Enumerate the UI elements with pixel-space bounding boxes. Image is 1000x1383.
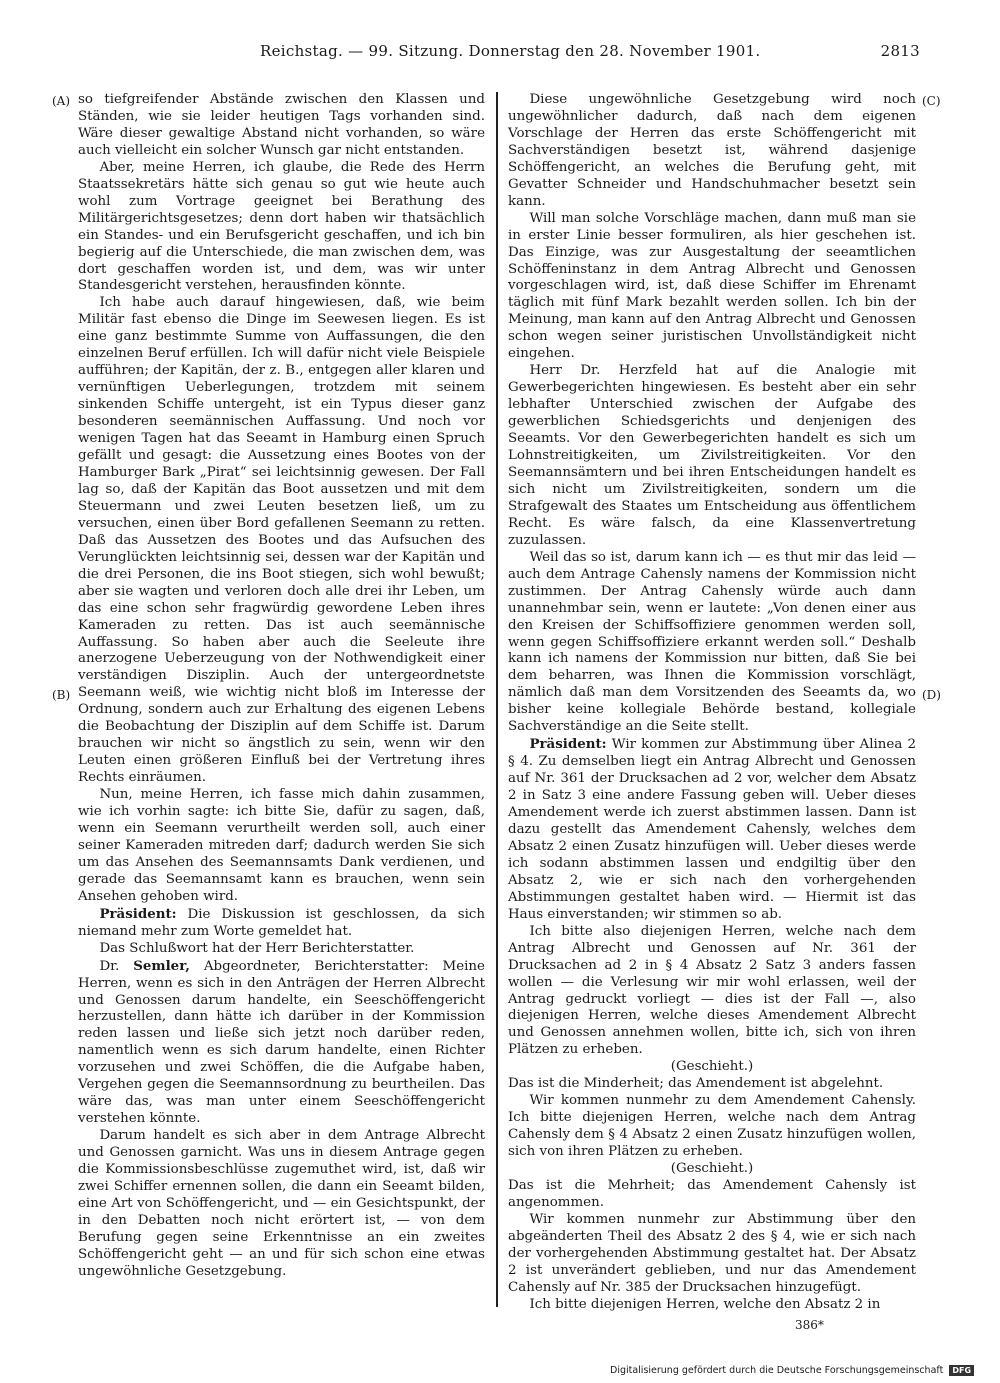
signature-mark: 386* [795,1318,824,1332]
paragraph: Darum handelt es sich aber in dem Antrage Albrecht und Genossen garnicht. Was uns in diesem Antrage gegen die Kommissionsbeschlüsse zugemuthet wird, ist, daß wir zwei Schiffer ernennen sollen, die dann ein Seeamt bilden, eine Art von Schöffengericht, und — ein Gesichtspunkt, der in den Debatten noch nicht erörtert ist, — von dem Berufung gegen seine Erkenntnisse an ein zweites Schöffengericht geht — an und für sich schon eine etwas ungewöhnliche Gesetzgebung. [78,1128,485,1279]
speech-text: Die Diskussion ist geschlossen, da sich niemand mehr zum Worte gemeldet hat. [78,906,485,939]
page-number: 2813 [880,42,920,60]
paragraph: Ich bitte also diejenigen Herren, welche nach dem Antrag Albrecht und Genossen auf Nr. 361 der Drucksachen ad 2 in § 4 Absatz 2 Satz 3 anders fassen wollen — die Verlesung wir mir wohl erlassen, weil der Antrag gedruckt vorliegt — dies ist der Fall —, also diejenigen Herren, welche dieses Amendement Albrecht und Genossen annehmen wollen, bitte ich, sich von ihren Plätzen zu erheben. [508,923,916,1058]
margin-marker-c: (C) [922,94,941,108]
speech-text: Wir kommen zur Abstimmung über Alinea 2 § 4. Zu demselben liegt ein Antrag Albrecht und Genossen auf Nr. 361 der Drucksachen ad 2 vor, welcher dem Absatz 2 in Satz 3 eine andere Fassung geben will. Ueber dieses Amendement werde ich zuerst abstimmen lassen. Dann ist dazu gestellt das Amendement Cahensly, welches dem Absatz 2 einen Zusatz hinzufügen will. Ueber dieses werde ich sodann abstimmen lassen und endgiltig über den Absatz 2, wie er sich nach den vorhergehenden Abstimmungen gestaltet haben wird. — Hiermit ist das Haus einverstanden; wir stimmen so ab. [508,737,916,922]
margin-marker-d: (D) [922,688,941,702]
footer [610,1365,988,1379]
page-header [260,42,920,62]
paragraph [78,958,485,1129]
paragraph [78,906,485,941]
paragraph: Wir kommen nunmehr zu dem Amendement Cahensly. Ich bitte diejenigen Herren, welche nach dem Antrag Cahensly dem § 4 Absatz 2 einen Zusatz hinzufügen wollen, sich von ihren Plätzen zu erheben. [508,1093,916,1160]
paragraph: so tiefgreifender Abstände zwischen den Klassen und Ständen, wie sie leider heutigen Tags vorhanden sind. Wäre dieser gewaltige Abstand nicht vorhanden, so wäre auch vielleicht ein solcher Wunsch gar nicht entstanden. [78,92,485,158]
speech-text: Abgeordneter, Berichterstatter: Meine Herren, wenn es sich in den Anträgen der Herren Albrecht und Genossen darum handelte, ein Seeschöffengericht herzustellen, dann hätte ich darüber in der Kommission reden lassen und ließe sich jetzt noch darüber reden, namentlich wenn es sich darum handelte, einen Richter vorzusehen und zwei Schöffen, die die Aufgabe haben, Vergehen gegen die Seemannsordnung zu beurtheilen. Das wäre das, was man unter einem Seeschöffengericht verstehen könnte. [78,958,485,1127]
paragraph [508,736,916,923]
paragraph: Nun, meine Herren, ich fasse mich dahin zusammen, wie ich vorhin sagte: ich bitte Sie, dafür zu sagen, daß, wenn ein Seemann verurtheilt werden soll, auch einer seiner Kameraden mitreden darf; dadurch werden Sie sich um das Ansehen des Seemannsamts Dank verdienen, und gerade das Seemannsamt kann es brauchen, wenn sein Ansehen gehoben wird. [78,787,485,904]
footer-text: Digitalisierung gefördert durch die Deutsche Forschungsgemeinschaft [610,1365,944,1376]
paragraph: Herr Dr. Herzfeld hat auf die Analogie mit Gewerbegerichten hingewiesen. Es besteht aber ein sehr lebhafter Unterschied zwischen der Aufgabe des gewerblichen Schiedsgerichts und denjenigen des Seeamts. Vor den Gewerbegerichten handelt es sich um Lohnstreitigkeiten, um Zivilstreitigkeiten. Vor den Seemannsämtern und bei ihren Entscheidungen handelt es sich nicht um Zivilstreitigkeiten, sondern um die Strafgewalt des Staates um Entscheidung aus öffentlichem Recht. Es wäre falsch, da eine Klassenvertretung zuzulassen. [508,363,916,548]
speaker-title: Dr. [99,958,120,974]
paragraph: Weil das so ist, darum kann ich — es thut mir das leid — auch dem Antrage Cahensly namens der Kommission nicht zustimmen. Der Antrag Cahensly würde auch dann unannehmbar sein, wenn er lautete: „Von denen einer aus den Kreisen der Schiffsoffiziere genommen werden soll, wenn gegen Schiffsoffiziere erkannt werden soll.“ Deshalb kann ich namens der Kommission nur bitten, daß Sie bei dem beharren, was Ihnen die Kommission vorschlägt, nämlich daß man dem Vorsitzenden des Seeamts da, wo bisher keine kollegiale Behörde bestand, kollegiale Sachverständige an die Seite stellt. [508,549,916,735]
margin-marker-b: (B) [52,688,71,702]
paragraph: Aber, meine Herren, ich glaube, die Rede des Herrn Staatssekretärs hätte sich genau so gut wie heute auch wohl zum Vortrage geeignet bei Berathung des Militärgerichtsgesetzes; denn dort haben wir thatsächlich ein Standes- und ein Berufsgericht geschaffen, und ich bin begierig auf die Unterschiede, die man zwischen dem, was dort geschaffen worden ist, und dem, was wir unter Standesgericht verstehen, herausfinden könnte. [78,159,485,294]
paragraph: Das Schlußwort hat der Herr Berichterstatter. [99,940,415,956]
speaker-label: Semler, [133,957,190,974]
paragraph: Ich habe auch darauf hingewiesen, daß, wie beim Militär fast ebenso die Dinge im Seewesen liegen. Es ist eine ganz bestimmte Summe von Auffassungen, die den einzelnen Beruf erfüllen. Ich will dafür nicht viele Beispiele aufführen; der Kapitän, der z. B., entgegen aller klaren und vernünftigen Ueberlegungen, trotzdem mit seinem sinkenden Schiffe untergeht, ist ein Typus dieser ganz besonderen seemännischen Auffassung. Und noch vor wenigen Tagen hat das Seeamt in Hamburg einen Spruch gefällt und gesagt: die Aussetzung eines Bootes von der Hamburger Bark „Pirat“ sei leichtsinnig gewesen. Der Fall lag so, daß der Kapitän das Boot aussetzen und mit dem Steuermann und zwei Leuten besetzen ließ, um zu versuchen, einen über Bord gefallenen Seemann zu retten. Daß das Aussetzen des Bootes und das Aufsuchen des Verunglückten leichtsinnig sei, dessen war der Kapitän und die drei Personen, die ins Boot stiegen, sich wohl bewußt; aber sie wagten und verloren doch alle drei ihr Leben, um das eine schon sehr fragwürdig gewordene Leben ihres Kameraden zu retten. Das ist auch seemännische Auffassung. So haben aber auch die Seeleute ihre anerzogene Ueberzeugung von der Nothwendigkeit einer verständigen Disziplin. Auch der untergeordnetste Seemann weiß, wie wichtig nicht bloß im Interesse der Ordnung, sondern auch zur Erhaltung des eigenen Lebens die Beobachtung der Disziplin auf dem Schiffe ist. Darum brauchen wir nicht so ängstlich zu sein, wenn wir den Leuten einen größeren Einfluß bei der Vertretung ihres Rechts einräumen. [78,295,485,786]
stage-direction: (Geschieht.) [670,1161,754,1177]
paragraph: Will man solche Vorschläge machen, dann muß man sie in erster Linie besser formuliren, als hier geschehen ist. Das Einzige, was zur Ausgestaltung der seeamtlichen Schöffeninstanz in dem Antrag Albrecht und Genossen vorgeschlagen wird, ist, daß diese Schiffer im Ehrenamt täglich mit fünf Mark bezahlt werden sollen. Ich bin der Meinung, man kann auf den Antrag Albrecht und Genossen schon wegen seiner juristischen Unvollständigkeit nicht eingehen. [508,210,916,362]
paragraph: Das ist die Minderheit; das Amendement ist abgelehnt. [508,1076,884,1092]
paragraph: Das ist die Mehrheit; das Amendement Cahensly ist angenommen. [508,1178,916,1210]
left-column [78,92,485,1292]
paragraph: Diese ungewöhnliche Gesetzgebung wird noch ungewöhnlicher dadurch, daß nach dem eigenen Vorschlage der Herren das erste Schöffengericht mit Sachverständigen besetzt ist, während dasjenige Schöffengericht, an welches die Berufung geht, mit Gevatter Schneider und Handschuhmacher besetzt sein kann. [508,92,916,209]
margin-marker-a: (A) [52,94,71,108]
speaker-label: Präsident: [529,736,607,753]
dfg-logo-icon: DFG [949,1365,974,1376]
column-divider [496,92,498,1307]
right-column [508,92,916,1312]
paragraph: Ich bitte diejenigen Herren, welche den Absatz 2 in [529,1296,881,1312]
stage-direction: (Geschieht.) [670,1059,754,1075]
paragraph: Wir kommen nunmehr zur Abstimmung über den abgeänderten Theil des Absatz 2 des § 4, wie er sich nach der vorhergehenden Abstimmung gestaltet hat. Der Absatz 2 ist unverändert geblieben, und nur das Amendement Cahensly auf Nr. 385 der Drucksachen hinzugefügt. [508,1211,916,1295]
header-title: Reichstag. — 99. Sitzung. Donnerstag den 28. November 1901. [260,42,761,60]
speaker-label: Präsident: [99,905,177,922]
